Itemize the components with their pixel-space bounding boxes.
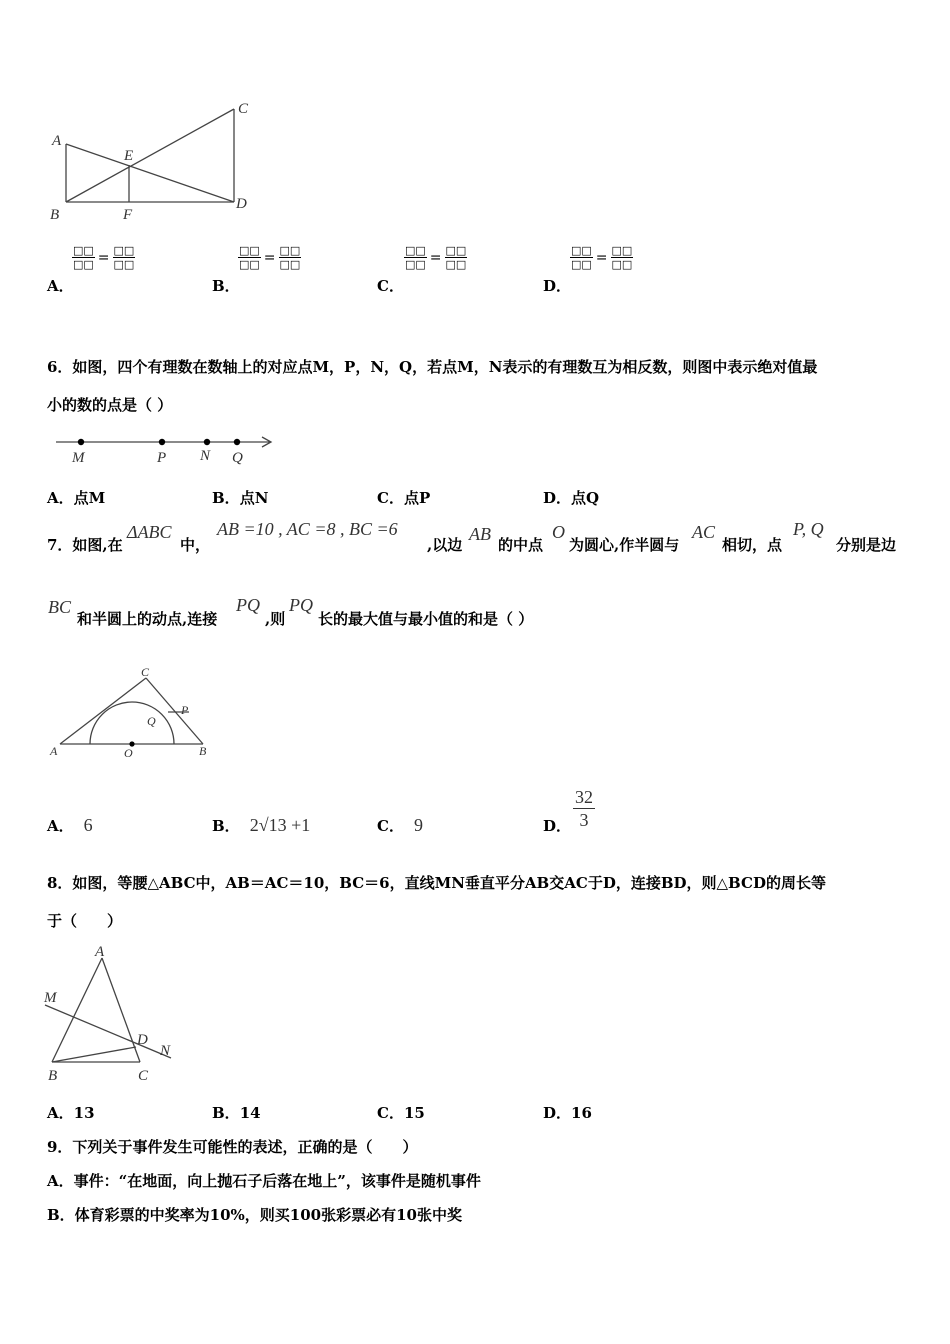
q7-stem-part9: ,则 [265, 610, 286, 628]
q7-stem-part7: 分别是边 [836, 536, 897, 554]
q8-option-a[interactable]: A．13 [47, 1104, 95, 1122]
q9-option-a[interactable]: A．事件：“在地面，向上抛石子后落在地上”，该事件是随机事件 [47, 1172, 481, 1190]
q5-option-c-expression: $\frac{□□}{□□}$ = $\frac{□□}{□□}$ [405, 244, 467, 271]
q7-option-a[interactable]: A． 6 [47, 815, 93, 835]
q7-option-c[interactable]: C． 9 [377, 815, 423, 835]
q7-label-c: C [141, 665, 150, 679]
q7-stem-part6: 相切，点 [722, 536, 783, 554]
q9-stem: 9．下列关于事件发生可能性的表述，正确的是（ ） [47, 1138, 418, 1156]
q5-label-b: B [50, 207, 60, 223]
q7-given-lengths: AB =10 , AC =8 , BC =6 [217, 519, 398, 539]
q6-stem-line1: 6．如图，四个有理数在数轴上的对应点M，P，N，Q，若点M，N表示的有理数互为相反数，则图中表示绝对值最 [47, 358, 818, 376]
q6-point-n [204, 439, 210, 445]
q5-figure [40, 95, 270, 230]
q8-stem-line1: 8．如图，等腰△ABC中，AB＝AC＝10，BC＝6，直线MN垂直平分AB交AC于D，连接BD，则△BCD的周长等 [47, 874, 826, 892]
q7-label-a: A [50, 744, 58, 758]
q6-option-d[interactable]: D．点Q [543, 489, 600, 507]
q5-option-a-letter[interactable]: A． [47, 277, 74, 295]
q7-stem-part5: 为圆心,作半圆与 [569, 536, 680, 554]
q7-stem-part4: 的中点 [498, 536, 544, 554]
q7-points-pq: P, Q [793, 519, 824, 539]
q6-label-p: P [157, 450, 167, 466]
q7-stem-part1: 7．如图,在 [47, 536, 123, 554]
q7-option-d-fraction: 32 3 [575, 787, 593, 830]
q7-side-ab: AB [469, 524, 491, 544]
q8-figure [40, 940, 190, 1085]
q7-option-d[interactable]: D． [543, 817, 572, 835]
q7-label-q: Q [147, 714, 156, 728]
q5-label-a: A [52, 133, 62, 149]
q5-option-d-letter[interactable]: D． [543, 277, 572, 295]
q6-option-a[interactable]: A．点M [47, 489, 106, 507]
q8-option-d[interactable]: D．16 [543, 1104, 592, 1122]
q5-option-d-expression: $\frac{□□}{□□}$ = $\frac{□□}{□□}$ [571, 244, 633, 271]
q7-stem-part8: 和半圆上的动点,连接 [77, 610, 218, 628]
q7-stem-part10: 长的最大值与最小值的和是（ ） [318, 610, 534, 628]
q6-option-b[interactable]: B．点N [212, 489, 269, 507]
q7-segment-pq-2: PQ [289, 595, 313, 615]
q5-label-f: F [123, 207, 133, 223]
q6-label-m: M [72, 450, 85, 466]
q7-figure [45, 662, 220, 767]
q8-label-m: M [44, 990, 57, 1006]
q7-side-ac: AC [692, 522, 716, 542]
q5-option-b-letter[interactable]: B． [212, 277, 240, 295]
q6-point-q [234, 439, 240, 445]
q6-point-m [78, 439, 84, 445]
q6-label-q: Q [232, 450, 243, 466]
q9-option-b[interactable]: B．体育彩票的中奖率为10%，则买100张彩票必有10张中奖 [47, 1206, 462, 1224]
q7-point-o: O [552, 522, 565, 542]
q5-label-c: C [238, 101, 249, 117]
q8-label-a: A [95, 944, 105, 960]
q7-segment-pq-1: PQ [236, 595, 260, 615]
q8-label-d: D [137, 1032, 148, 1048]
q8-option-b[interactable]: B．14 [212, 1104, 261, 1122]
q7-label-o: O [124, 746, 133, 760]
q7-triangle-abc: ΔABC [127, 522, 172, 542]
q8-label-n: N [160, 1043, 171, 1059]
q7-side-bc: BC [48, 597, 72, 617]
q6-option-c[interactable]: C．点P [377, 489, 431, 507]
q7-label-p: P [181, 703, 189, 717]
q5-option-a-expression: $\frac{□□}{□□}$ = $\frac{□□}{□□}$ [73, 244, 135, 271]
q7-option-b[interactable]: B． 2√13 +1 [212, 815, 311, 835]
q5-option-c-letter[interactable]: C． [377, 277, 404, 295]
q6-stem-line2: 小的数的点是（ ） [47, 396, 173, 414]
q5-option-b-expression: $\frac{□□}{□□}$ = $\frac{□□}{□□}$ [239, 244, 301, 271]
q8-stem-line2: 于（ ） [47, 912, 123, 930]
q5-label-d: D [236, 196, 247, 212]
q7-label-b: B [199, 744, 207, 758]
q8-label-c: C [138, 1068, 149, 1084]
q8-option-c[interactable]: C．15 [377, 1104, 425, 1122]
q6-number-line [50, 430, 280, 470]
q5-label-e: E [124, 148, 134, 164]
q6-point-p [159, 439, 165, 445]
q8-label-b: B [48, 1068, 58, 1084]
q7-stem-part2: 中， [180, 536, 211, 554]
q6-label-n: N [200, 448, 211, 464]
q7-stem-part3: ,以边 [427, 536, 463, 554]
